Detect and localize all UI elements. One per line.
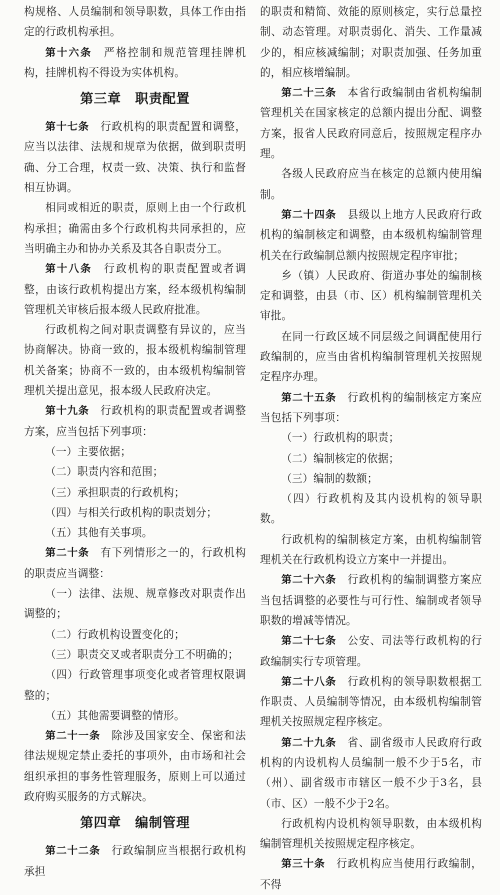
- list-item: [260, 449, 482, 469]
- paragraph: [24, 401, 246, 442]
- list-item: [24, 483, 246, 503]
- paragraph-text: 行政机构的编制调整方案应当包括调整的必要性与可行性、编制或者领导职数的增减等情况。: [260, 574, 482, 627]
- paragraph-text: （四）行政管理事项变化或者管理权限调整的；: [24, 669, 246, 702]
- paragraph: [260, 266, 482, 327]
- list-item: [260, 489, 482, 530]
- paragraph-text: 行政机构内设机构领导职数，由本级机构编制管理机关按照规定程序核定。: [260, 817, 482, 851]
- article-number: 第二十九条: [281, 736, 337, 749]
- paragraph-text: 行政编制应当根据行政机构承担: [24, 845, 246, 878]
- paragraph-text: 构规格、人员编制和领导职数，具体工作由指定的行政机构承担。: [24, 6, 246, 39]
- paragraph-text: 相同或相近的职责，原则上由一个行政机构承担；确需由多个行政机构共同承担的，应当明确主办和协办关系及其各自职责分工。: [24, 202, 246, 255]
- article-number: 第二十五条: [281, 391, 337, 404]
- paragraph-text: （三）职责交叉或者职责分工不明确的；: [45, 648, 239, 661]
- paragraph: [260, 83, 482, 164]
- paragraph-text: 的职责和精简、效能的原则核定，实行总量控制、动态管理。对职责弱化、消失、工作量减少的，相应核减编制；对职责加强、任务加重的，相应核增编制。: [260, 6, 482, 79]
- article-number: 第二十条: [45, 547, 90, 560]
- paragraph: [260, 530, 482, 571]
- paragraph-text: 行政机构的职责配置和调整，应当以法律、法规和规章为依据，做到职责明确、分工合理，权责一致、决策、执行和监督相互协调。: [24, 121, 246, 195]
- paragraph: [260, 327, 482, 388]
- paragraph: [24, 117, 246, 198]
- article-number: 第二十三条: [281, 87, 337, 100]
- paragraph-text: 有下列情形之一的，行政机构的职责应当调整：: [24, 547, 246, 580]
- paragraph: [260, 672, 482, 733]
- paragraph: [24, 198, 246, 259]
- paragraph: [24, 43, 246, 84]
- article-number: 第二十七条: [281, 635, 337, 648]
- right-column: [260, 2, 482, 891]
- paragraph-text: 在同一行政区域不同层级之间调配使用行政编制的，应当由省机构编制管理机关按照规定程序办理。: [260, 330, 482, 384]
- paragraph: [260, 733, 482, 814]
- article-number: 第三十条: [281, 858, 326, 871]
- paragraph: [24, 259, 246, 320]
- chapter-title: 职责配置: [135, 92, 190, 108]
- article-number: 第十九条: [45, 405, 90, 418]
- chapter-title: 编制管理: [135, 816, 190, 832]
- paragraph: [260, 854, 482, 895]
- paragraph: [260, 570, 482, 631]
- left-column: [24, 2, 246, 878]
- paragraph-text: 本省行政编制由省机构编制管理机关在国家核定的总额内提出分配、调整方案，报省人民政府同意后，按照规定程序办理。: [260, 87, 482, 161]
- list-item: [260, 469, 482, 489]
- paragraph-text: 县级以上地方人民政府行政机构的编制核定和调整，由本级机构编制管理机关在行政编制总额内按照规定程序审批；: [260, 208, 482, 262]
- paragraph-text: （一）主要依据；: [45, 445, 132, 458]
- paragraph: [24, 2, 246, 43]
- paragraph-text: （二）行政机构设置变化的；: [45, 628, 185, 641]
- paragraph-text: （二）职责内容和范围；: [45, 466, 164, 479]
- chapter-heading: [24, 89, 246, 111]
- paragraph: [260, 164, 482, 205]
- paragraph-text: 行政机构之间对职责调整有异议的，应当协商解决。协商一致的，报本级机构编制管理机关备案；协商不一致的，由本级机构编制管理机关提出意见，报本级人民政府决定。: [24, 324, 246, 398]
- paragraph-text: 省、副省级市人民政府行政机构的内设机构人员编制一般不少于5名，市（州）、副省级市市辖区一般不少于3名，县（市、区）一般不少于2名。: [260, 736, 482, 810]
- paragraph-text: （三）编制的数额；: [281, 472, 378, 485]
- article-number: 第十六条: [45, 46, 93, 59]
- paragraph: [260, 205, 482, 266]
- list-item: [24, 442, 246, 462]
- paragraph-text: （四）行政机构及其内设机构的领导职数。: [260, 493, 482, 526]
- paragraph-text: （四）与相关行政机构的职责划分；: [45, 506, 218, 519]
- paragraph-text: （五）其他需要调整的情形。: [45, 709, 185, 722]
- chapter-number: 第四章: [80, 816, 122, 832]
- paragraph-text: 行政机构的领导职数根据工作职责、人员编制等情况，由本级机构编制管理机关按照规定程序核定。: [260, 675, 482, 729]
- list-item: [24, 706, 246, 726]
- article-number: 第二十一条: [45, 730, 101, 743]
- chapter-heading: [24, 813, 246, 835]
- list-item: [24, 665, 246, 706]
- list-item: [24, 523, 246, 543]
- paragraph: [24, 543, 246, 584]
- list-item: [24, 625, 246, 645]
- paragraph-text: （二）编制核定的依据；: [281, 452, 400, 465]
- paragraph-text: 严格控制和规范管理挂牌机构，挂牌机构不得设为实体机构。: [24, 46, 246, 79]
- paragraph-text: 除涉及国家安全、保密和法律法规规定禁止委托的事项外，由市场和社会组织承担的事务性管理服务，原则上可以通过政府购买服务的方式解决。: [24, 730, 246, 803]
- paragraph-text: （一）法律、法规、规章修改对职责作出调整的；: [24, 588, 246, 621]
- paragraph: [260, 631, 482, 672]
- list-item: [260, 428, 482, 448]
- paragraph-text: （五）其他有关事项。: [45, 527, 153, 540]
- article-number: 第二十六条: [281, 574, 337, 587]
- paragraph-text: 各级人民政府应当在核定的总额内使用编制。: [260, 168, 482, 201]
- paragraph-text: （三）承担职责的行政机构；: [45, 486, 185, 499]
- article-number: 第二十八条: [281, 675, 337, 688]
- paragraph: [260, 814, 482, 855]
- paragraph: [24, 320, 246, 401]
- article-number: 第二十二条: [45, 845, 101, 858]
- article-number: 第十七条: [45, 121, 90, 134]
- paragraph-text: （一）行政机构的职责；: [281, 432, 400, 445]
- list-item: [24, 503, 246, 523]
- paragraph: [24, 726, 246, 807]
- list-item: [24, 462, 246, 482]
- paragraph-text: 行政机构的职责配置或者调整方案，应当包括下列事项：: [24, 405, 246, 438]
- article-number: 第十八条: [45, 263, 93, 276]
- chapter-number: 第三章: [80, 92, 122, 108]
- paragraph-text: 行政机构的编制核定方案应当包括下列事项：: [260, 391, 482, 424]
- paragraph-text: 行政机构应当使用行政编制，不得: [260, 858, 482, 891]
- paragraph: [260, 388, 482, 429]
- list-item: [24, 584, 246, 625]
- article-number: 第二十四条: [281, 208, 337, 221]
- paragraph-text: 行政机构的编制核定方案，由机构编制管理机关在行政机构设立方案中一并提出。: [260, 533, 482, 567]
- paragraph: [24, 841, 246, 882]
- paragraph-text: 乡（镇）人民政府、街道办事处的编制核定和调整，由县（市、区）机构编制管理机关审批。: [260, 269, 482, 323]
- list-item: [24, 645, 246, 665]
- paragraph-text: 行政机构的职责配置或者调整，由该行政机构提出方案，经本级机构编制管理机关审核后报本级人民政府批准。: [24, 263, 246, 316]
- paragraph-text: 公安、司法等行政机构的行政编制实行专项管理。: [260, 635, 482, 668]
- paragraph: [260, 2, 482, 83]
